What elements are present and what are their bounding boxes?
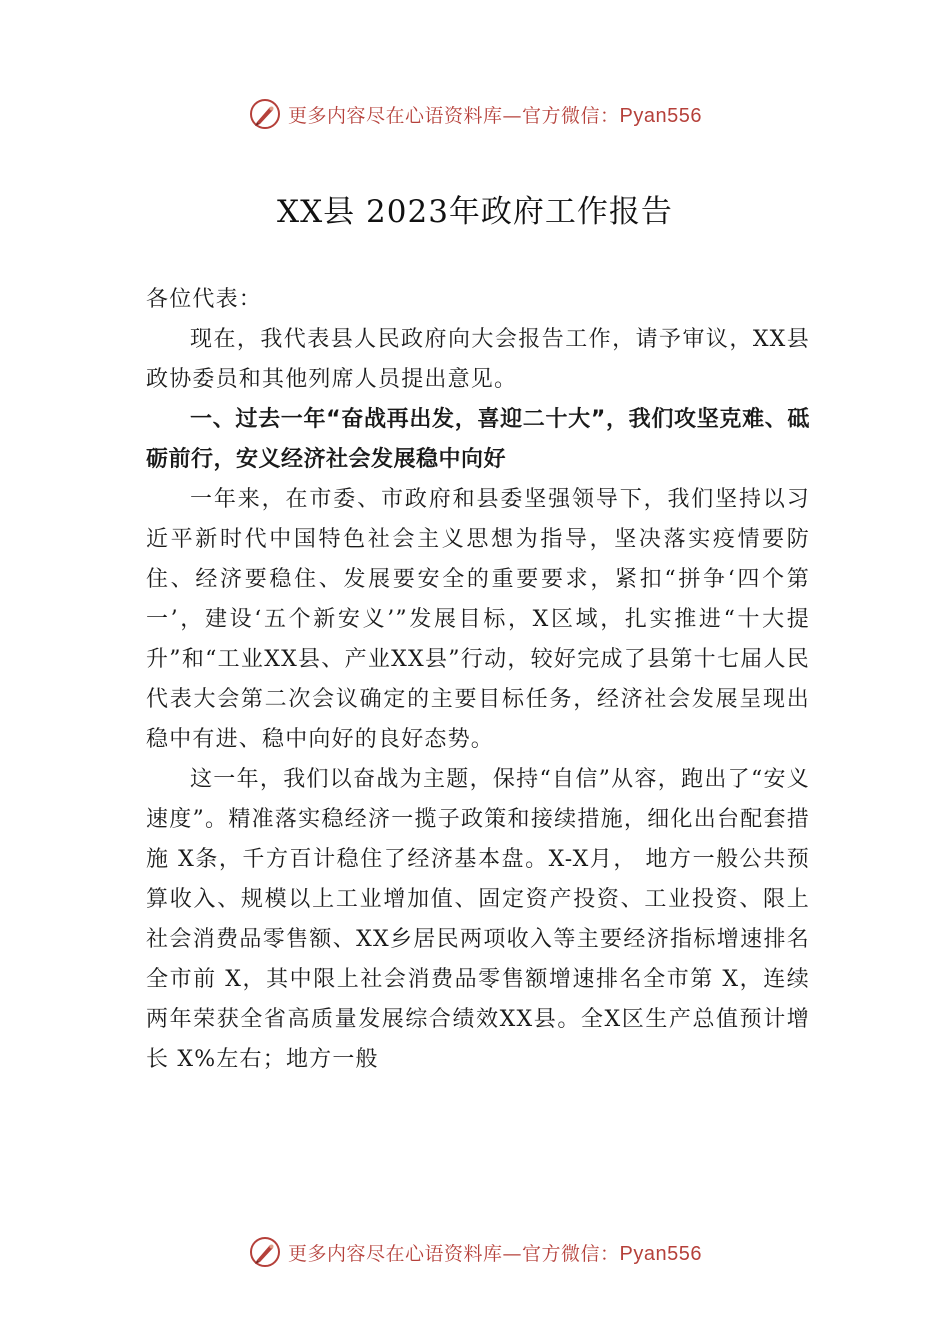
watermark-text: 更多内容尽在心语资料库—官方微信： — [288, 104, 620, 127]
watermark-text: 更多内容尽在心语资料库—官方微信： — [288, 1242, 620, 1265]
body-paragraph: 一年来，在市委、市政府和县委坚强领导下，我们坚持以习近平新时代中国特色社会主义思想为指导，坚决落实疫情要防住、经济要稳住、发展要安全的重要要求，紧扣“拼争‘四个第一’，建设‘五个新安义’”发展目标，X区域，扎实推进“十大提升”和“工业XX县、产业XX县”行动，较好完成了县第十七届人民代表大会第二次会议确定的主要目标任务，经济社会发展呈现出稳中有进、稳中向好的良好态势。 — [146, 487, 810, 752]
section-heading: 一、过去一年“奋战再出发，喜迎二十大”，我们攻坚克难、砥砺前行，安义经济社会发展稳中向好 — [146, 407, 810, 472]
footer-watermark — [0, 1232, 950, 1272]
body-paragraph: 这一年，我们以奋战为主题，保持“自信”从容，跑出了“安义速度”。精准落实稳经济一揽子政策和接续措施，细化出台配套措施 X条，千方百计稳住了经济基本盘。X-X月， 地方一般公共预算收入、规模以上工业增加值、固定资产投资、工业投资、限上社会消费品零售额、XX乡居民两项收入等主要经济指标增速排名全市前 X，其中限上社会消费品零售额增速排名全市第 X，连续两年荣获全省高质量发展综合绩效XX县。全X区生产总值预计增长 X%左右；地方一般 — [146, 767, 810, 1072]
document-body — [146, 280, 810, 1080]
header-watermark — [0, 94, 950, 134]
intro-paragraph: 现在，我代表县人民政府向大会报告工作，请予审议，XX县政协委员和其他列席人员提出意见。 — [146, 327, 810, 392]
pen-nib-logo-icon — [248, 1235, 282, 1269]
watermark-account: Pyan556 — [619, 104, 702, 127]
watermark-account: Pyan556 — [619, 1242, 702, 1265]
salutation: 各位代表： — [146, 287, 263, 312]
document-title: XX县 2023年政府工作报告 — [277, 194, 673, 230]
pen-nib-logo-icon — [248, 97, 282, 131]
